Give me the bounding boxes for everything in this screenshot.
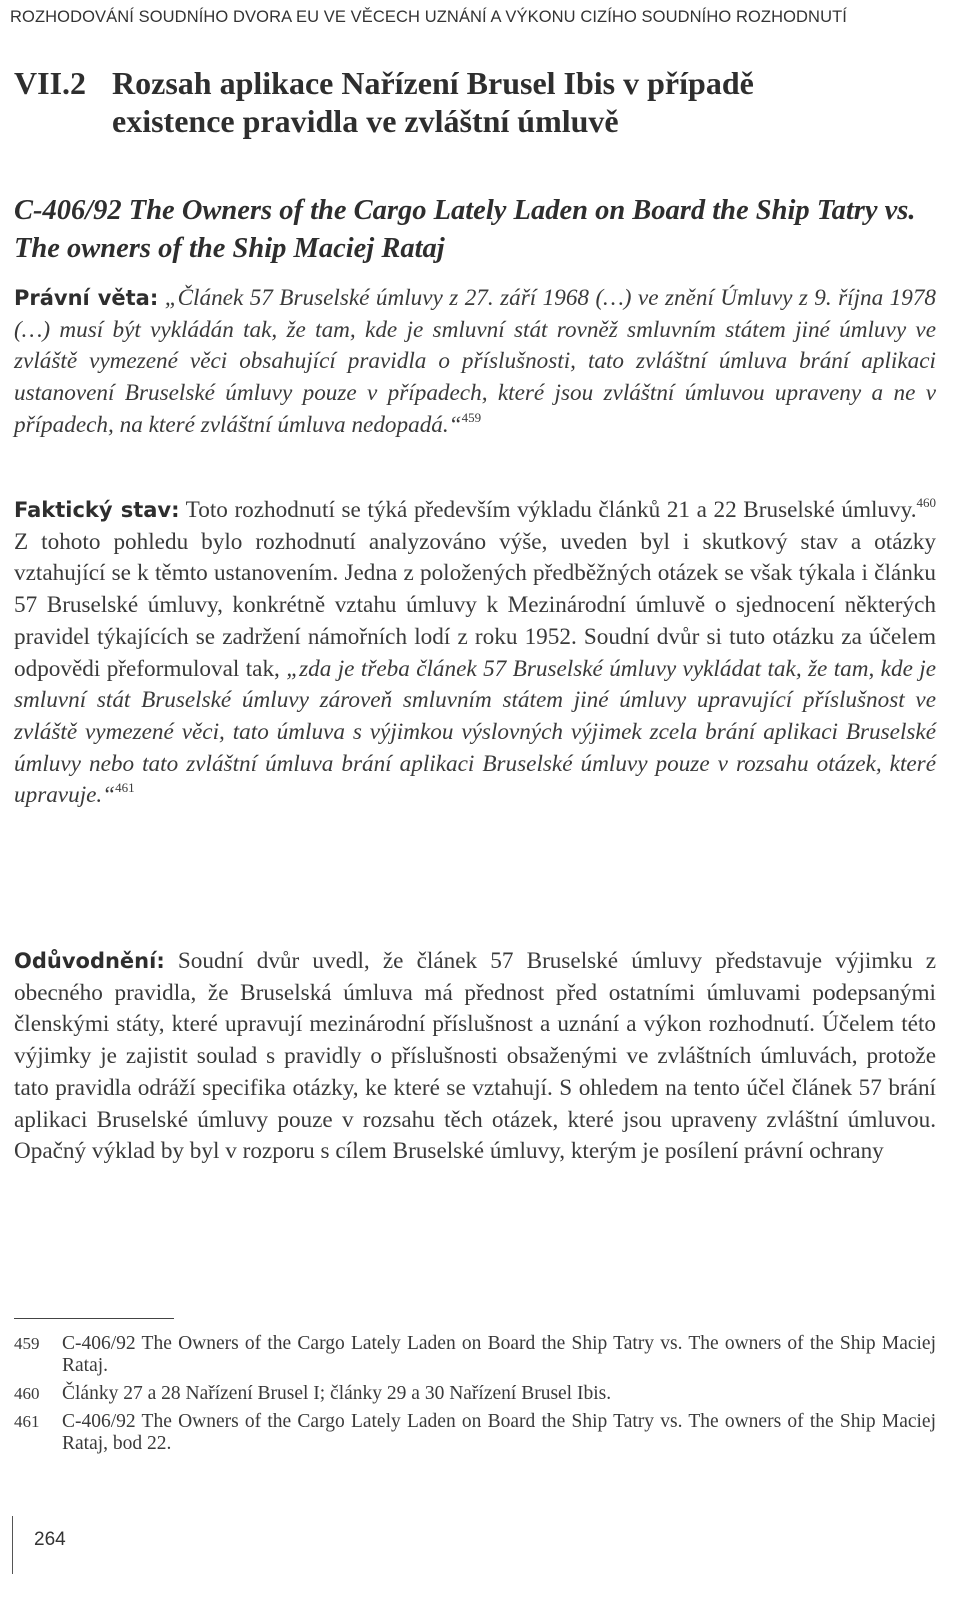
footnotes <box>14 1333 936 1461</box>
footnote-ref-461[interactable]: 461 <box>115 780 135 796</box>
footnote-text: C-406/92 The Owners of the Cargo Lately Laden on Board the Ship Tatry vs. The owners of the Ship Maciej Rataj. <box>62 1333 936 1376</box>
footnote-number: 461 <box>14 1412 40 1431</box>
reasoning-text: Soudní dvůr uvedl, že článek 57 Bruselské úmluvy představuje výjimku z obecného pravidla, že Bruselská úmluva má přednost před ostatními úmluvami podepsanými členskými státy, které upravují mezinárodní příslušnost a uznání a výkon rozhodnutí. Účelem této výjimky je zajistit soulad s pravidly o příslušnosti obsaženými ve zvláštních úmluvách, protože tato pravidla odráží specifika otázky, ke které se vztahují. S ohledem na tento účel článek 57 brání aplikaci Bruselské úmluvy pouze v rozsahu těch otázek, které jsou upraveny zvláštní úmluvou. Opačný výklad by byl v rozporu s cílem Bruselské úmluvy, kterým je posílení právní ochrany <box>14 948 936 1165</box>
footnote-number: 459 <box>14 1334 40 1353</box>
legal-sentence-label: Právní věta: <box>14 286 159 310</box>
running-header: ROZHODOVÁNÍ SOUDNÍHO DVORA EU VE VĚCECH UZNÁNÍ A VÝKONU CIZÍHO SOUDNÍHO ROZHODNUTÍ <box>10 8 847 26</box>
section-heading <box>14 64 934 140</box>
footnote-item <box>14 1383 936 1405</box>
footnote-number: 460 <box>14 1384 40 1403</box>
footnote-text: C-406/92 The Owners of the Cargo Lately Laden on Board the Ship Tatry vs. The owners of the Ship Maciej Rataj, bod 22. <box>62 1411 936 1454</box>
footnote-item <box>14 1333 936 1377</box>
page-number-rule <box>12 1516 13 1574</box>
facts-text-1: Toto rozhodnutí se týká především výkladu článků 21 a 22 Bruselské úmluvy. <box>179 497 917 523</box>
footnote-separator <box>14 1318 174 1319</box>
page-number: 264 <box>34 1529 66 1550</box>
facts-quote: „zda je třeba článek 57 Bruselské úmluvy vykládat tak, že tam, kde je smluvní stát Bruselské úmluvy zároveň smluvním státem jiné úmluvy upravující příslušnost ve zvláště vymezené věci, tato úmluva s výjimkou výslovných výjimek zcela brání aplikaci Bruselské úmluvy nebo tato zvláštní úmluva brání aplikaci Bruselské úmluvy pouze v rozsahu otázek, které upravuje.“ <box>14 655 936 809</box>
footnote-text: Články 27 a 28 Nařízení Brusel I; články 29 a 30 Nařízení Brusel Ibis. <box>62 1383 612 1404</box>
footnote-ref-459[interactable]: 459 <box>461 409 482 425</box>
case-title: C-406/92 The Owners of the Cargo Lately Laden on Board the Ship Tatry vs. The owners of the Ship Maciej Rataj <box>14 195 916 264</box>
section-title-line2: existence pravidla ve zvláštní úmluvě <box>112 103 619 139</box>
section-number: VII.2 <box>14 65 87 101</box>
facts-paragraph <box>14 495 936 812</box>
section-title-line1: Rozsah aplikace Nařízení Brusel Ibis v případě <box>112 65 754 101</box>
facts-label: Faktický stav: <box>14 498 180 522</box>
reasoning-label: Odůvodnění: <box>14 949 165 973</box>
footnote-item <box>14 1411 936 1455</box>
legal-sentence-text: „Článek 57 Bruselské úmluvy z 27. září 1968 (…) ve znění Úmluvy z 9. října 1978 (…) musí být vykládán tak, že tam, kde je smluvní stát rovněž smluvním státem jiné úmluvy ve zvláště vymezené věci obsahující pravidla o příslušnosti, tato zvláštní úmluva brání aplikaci ustanovení Bruselské úmluvy pouze v případech, které jsou zvláštní úmluvou upraveny a ne v případech, na které zvláštní úmluva nedopadá.“ <box>14 285 937 438</box>
facts-text-2: Z tohoto pohledu bylo rozhodnutí analyzováno výše, uveden byl i skutkový stav a otázky vztahující se k těmto ustanovením. Jedna z položených předběžných otázek se však týkala i článku 57 Bruselské úmluvy, konkrétně vztahu úmluvy k Mezinárodní úmluvě o sjednocení některých pravidel týkajících se zadržení námořních lodí z roku 1952. Soudní dvůr si tuto otázku za účelem odpovědi přeformuloval tak, <box>14 528 936 682</box>
reasoning-paragraph <box>14 946 936 1168</box>
footnote-ref-460[interactable]: 460 <box>916 495 936 510</box>
legal-sentence-paragraph <box>14 283 936 442</box>
